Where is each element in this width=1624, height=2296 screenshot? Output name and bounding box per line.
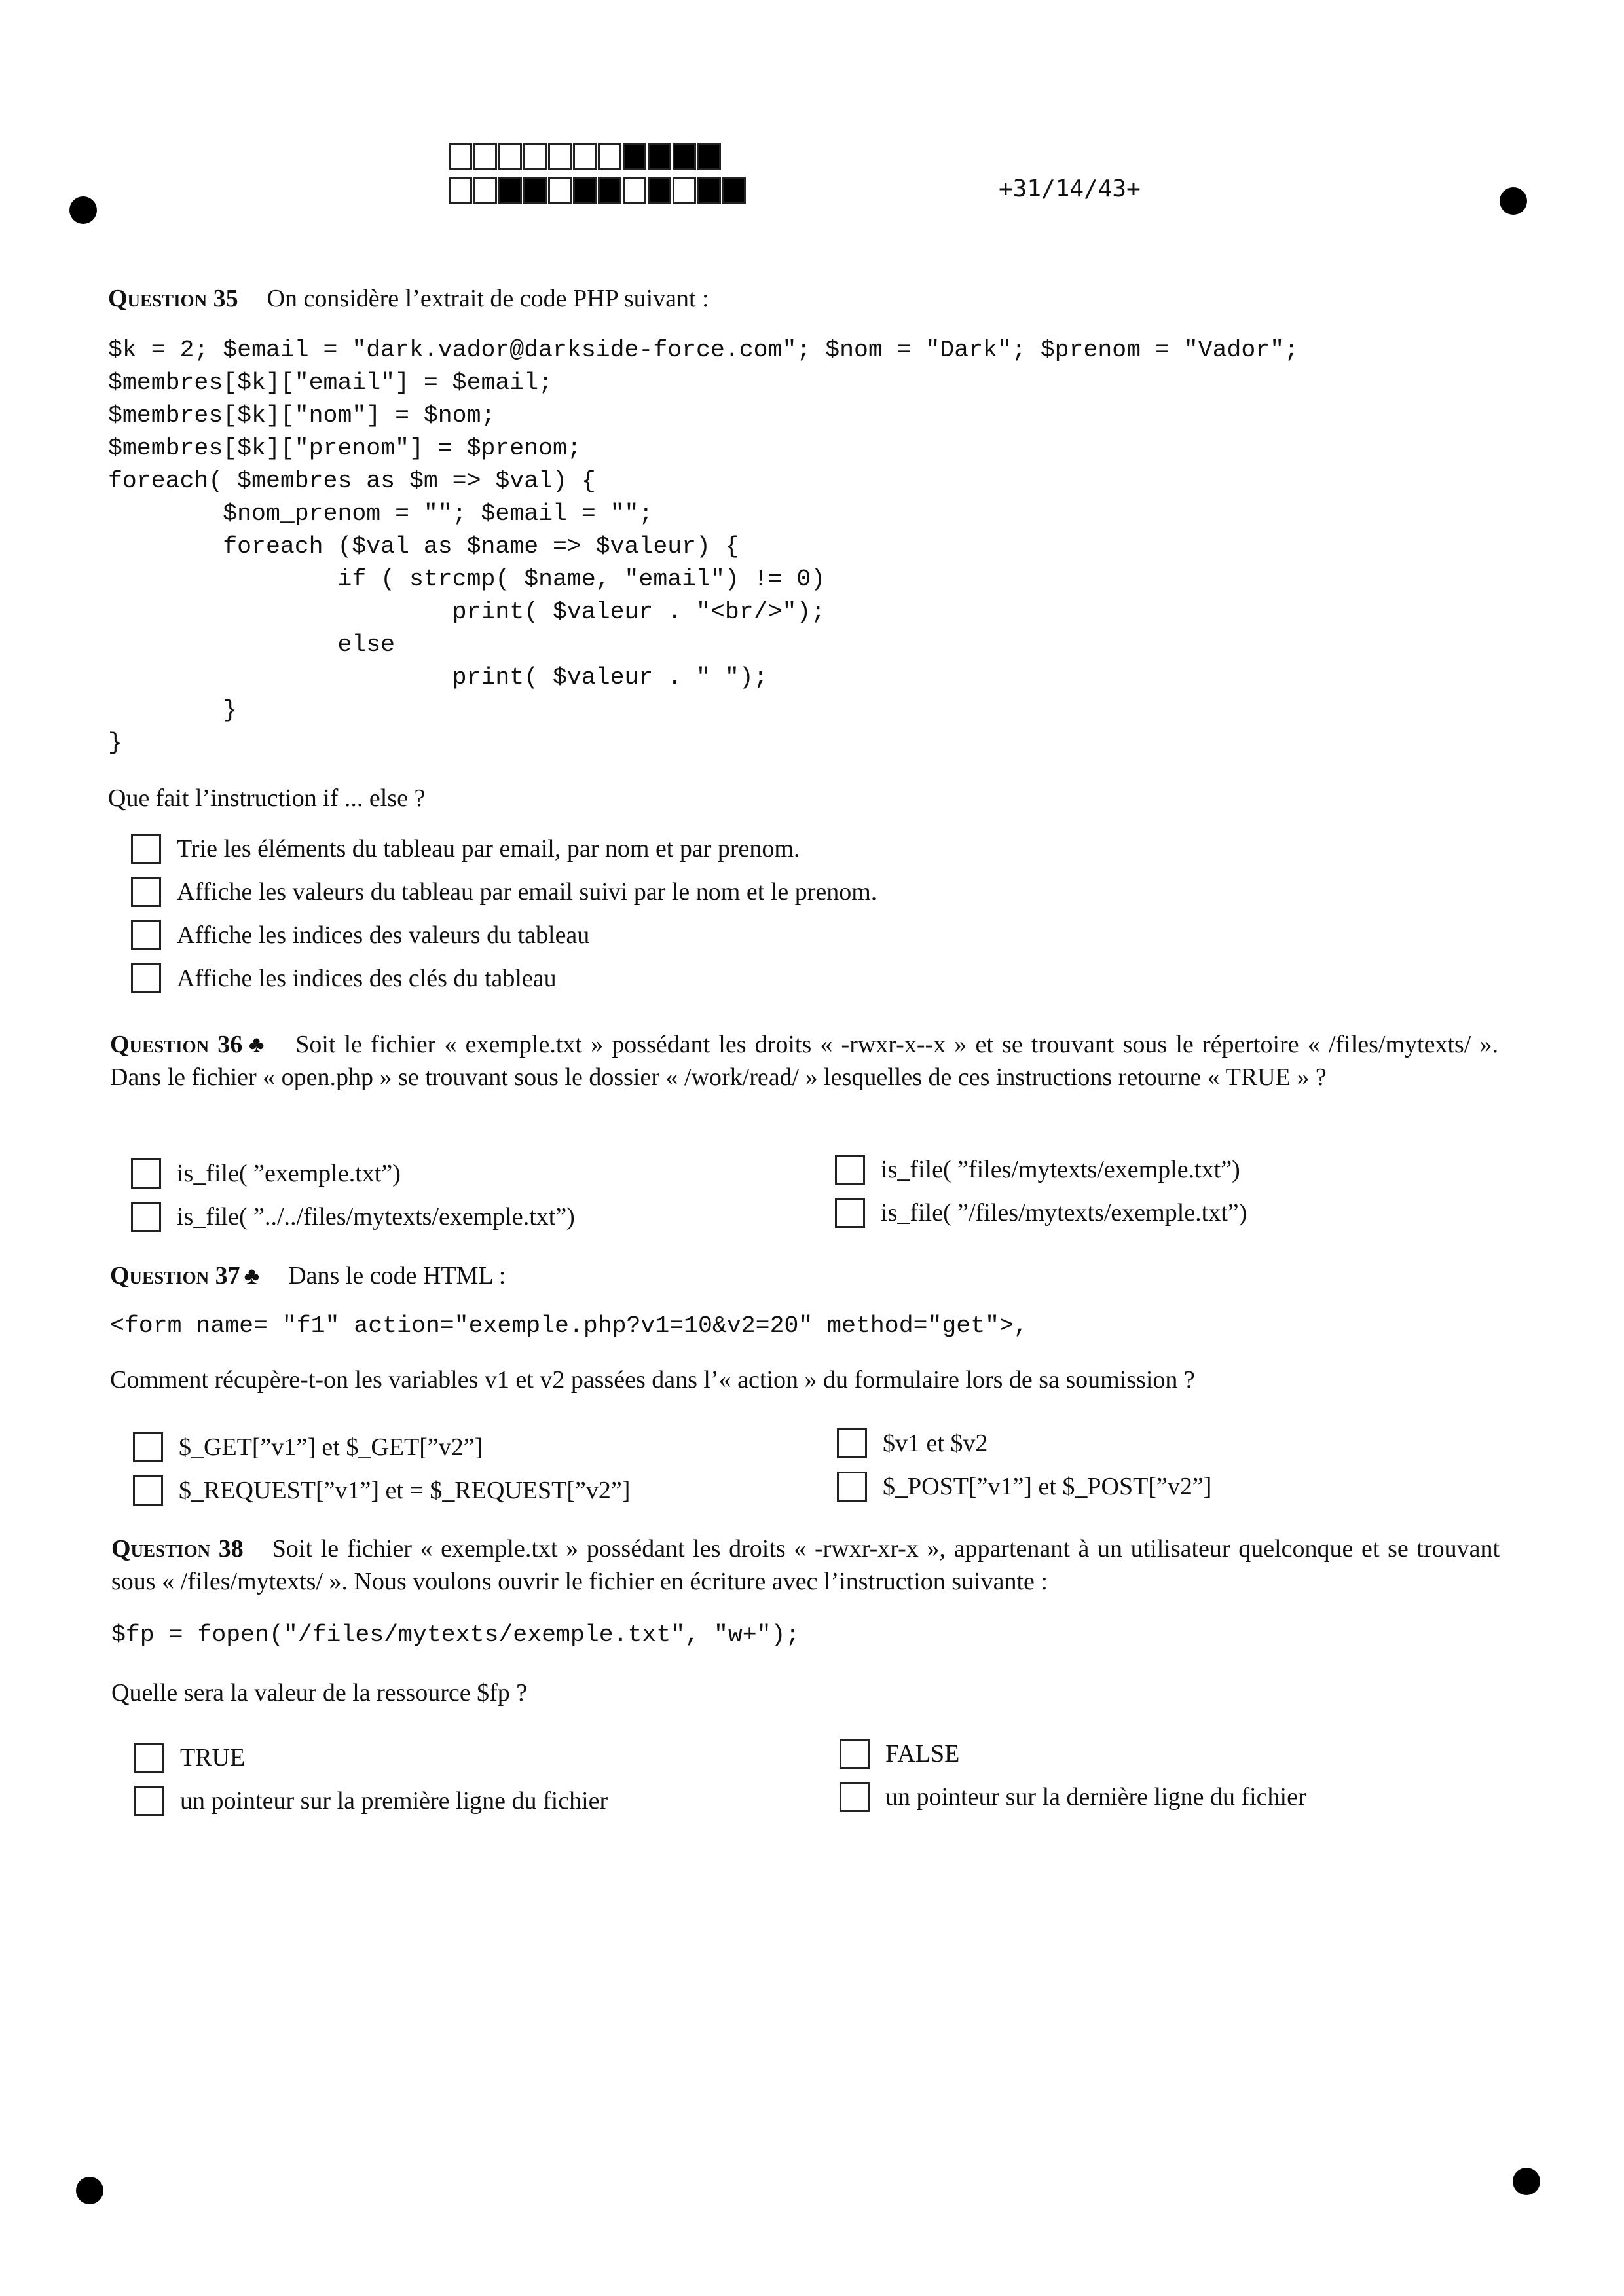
question-36-text [110, 1028, 1498, 1094]
option-label: is_file( ”files/mytexts/exemple.txt”) [881, 1156, 1240, 1183]
question-37-label: Question 37 ♣ [110, 1262, 260, 1289]
option-label: is_file( ”../../files/mytexts/exemple.txt”) [177, 1203, 575, 1231]
question-35-option-3[interactable] [131, 919, 589, 951]
option-label: is_file( ”exemple.txt”) [177, 1160, 401, 1187]
question-36-label: Question 36 ♣ [110, 1031, 267, 1058]
barcode-cell [523, 177, 547, 204]
question-37-prompt: Comment récupère-t-on les variables v1 et v2 passées dans l’« action » du formulaire lors de sa soumission ? [110, 1366, 1195, 1394]
barcode-cell [548, 143, 572, 170]
checkbox[interactable] [134, 1786, 164, 1816]
student-barcode [449, 143, 747, 211]
registration-mark-top-right [1500, 187, 1527, 215]
question-35-option-4[interactable] [131, 963, 557, 994]
checkbox[interactable] [134, 1743, 164, 1773]
barcode-cell [697, 177, 721, 204]
option-label: un pointeur sur la dernière ligne du fichier [885, 1783, 1306, 1811]
checkbox[interactable] [835, 1155, 865, 1185]
question-37-option-3[interactable] [133, 1475, 630, 1506]
checkbox[interactable] [837, 1472, 867, 1502]
option-label: $v1 et $v2 [883, 1430, 988, 1457]
question-35-intro: On considère l’extrait de code PHP suivant : [267, 285, 709, 312]
question-38-prompt: Quelle sera la valeur de la ressource $fp ? [111, 1679, 528, 1707]
question-37-option-2[interactable] [837, 1428, 987, 1459]
checkbox[interactable] [133, 1432, 163, 1462]
question-36-option-4[interactable] [835, 1197, 1247, 1229]
page-code: +31/14/43+ [999, 176, 1141, 202]
barcode-cell [673, 143, 696, 170]
barcode-cell [697, 143, 721, 170]
barcode-cell [598, 177, 621, 204]
question-36-body: Soit le fichier « exemple.txt » possédant les droits « -rwxr-x--x » et se trouvant sous le répertoire « /files/mytexts/ ». Dans le fichier « open.php » se trouvant sous le dossier « /work/read/ » lesquelles de ces instructions retourne « TRUE » ? [110, 1031, 1499, 1091]
option-label: Affiche les indices des valeurs du tableau [177, 921, 590, 949]
barcode-cell [673, 177, 696, 204]
checkbox[interactable] [131, 1202, 161, 1232]
option-label: FALSE [885, 1740, 960, 1768]
barcode-cell [648, 143, 671, 170]
barcode-cell [722, 177, 746, 204]
question-38-code: $fp = fopen("/files/mytexts/exemple.txt", "w+"); [111, 1621, 800, 1648]
barcode-cell [498, 177, 522, 204]
question-37-option-4[interactable] [837, 1471, 1211, 1502]
question-35-option-2[interactable] [131, 876, 877, 908]
option-label: $_GET[”v1”] et $_GET[”v2”] [179, 1434, 483, 1461]
question-36-option-2[interactable] [835, 1154, 1240, 1185]
question-37-option-1[interactable] [133, 1432, 483, 1463]
question-36-option-3[interactable] [131, 1201, 575, 1232]
barcode-cell [598, 143, 621, 170]
question-38-body: Soit le fichier « exemple.txt » possédant les droits « -rwxr-xr-x », appartenant à un utilisateur quelconque et se trouvant sous « /files/mytexts/ ». Nous voulons ouvrir le fichier en écriture avec l’instruction suivante : [111, 1535, 1500, 1595]
option-label: TRUE [180, 1744, 246, 1771]
option-label: $_POST[”v1”] et $_POST[”v2”] [883, 1473, 1212, 1500]
question-38-option-2[interactable] [840, 1738, 959, 1769]
question-38-label: Question 38 [111, 1535, 244, 1563]
registration-mark-bottom-left [76, 2177, 103, 2204]
checkbox[interactable] [131, 963, 161, 993]
checkbox[interactable] [133, 1475, 163, 1506]
question-35-code: $k = 2; $email = "dark.vador@darkside-force.com"; $nom = "Dark"; $prenom = "Vador"; $membres[$k]["email"] = $email; $membres[$k]["nom"] = $nom; $membres[$k]["prenom"] = $prenom; foreach( $membres as $m => $val) { $nom_prenom = ""; $email = ""; foreach ($val as $name => $valeur) { if ( strcmp( $name, "email") != 0) print( $valeur . "<br/>"); else print( $valeur . " "); } } [108, 337, 1299, 756]
club-icon: ♣ [244, 1263, 260, 1289]
option-label: un pointeur sur la première ligne du fichier [180, 1787, 608, 1815]
checkbox[interactable] [835, 1198, 865, 1228]
registration-mark-bottom-right [1513, 2168, 1540, 2195]
option-label: Affiche les valeurs du tableau par email suivi par le nom et le prenom. [177, 878, 877, 906]
barcode-cell [498, 143, 522, 170]
question-36-option-1[interactable] [131, 1158, 401, 1189]
question-35-option-1[interactable] [131, 833, 800, 864]
option-label: Affiche les indices des clés du tableau [177, 965, 557, 992]
question-35-prompt: Que fait l’instruction if ... else ? [108, 785, 426, 812]
question-37-intro: Dans le code HTML : [288, 1262, 506, 1289]
barcode-row [449, 177, 747, 204]
checkbox[interactable] [837, 1428, 867, 1458]
barcode-cell [648, 177, 671, 204]
question-38-option-4[interactable] [840, 1781, 1306, 1813]
barcode-cell [623, 143, 646, 170]
barcode-cell [548, 177, 572, 204]
question-37-header [110, 1260, 506, 1291]
question-35-label: Question 35 [108, 285, 238, 312]
checkbox[interactable] [131, 1158, 161, 1189]
barcode-cell [473, 177, 497, 204]
barcode-cell [623, 177, 646, 204]
option-label: Trie les éléments du tableau par email, par nom et par prenom. [177, 835, 800, 862]
checkbox[interactable] [131, 877, 161, 907]
barcode-cell [523, 143, 547, 170]
barcode-row [449, 143, 747, 170]
club-icon: ♣ [246, 1031, 267, 1058]
barcode-cell [449, 177, 472, 204]
question-38-option-3[interactable] [134, 1785, 608, 1817]
registration-mark-top-left [69, 196, 97, 224]
question-35-header [108, 283, 709, 314]
question-38-option-1[interactable] [134, 1742, 245, 1773]
barcode-cell [449, 143, 472, 170]
checkbox[interactable] [131, 920, 161, 950]
checkbox[interactable] [840, 1782, 870, 1812]
option-label: is_file( ”/files/mytexts/exemple.txt”) [881, 1199, 1247, 1227]
checkbox[interactable] [840, 1739, 870, 1769]
barcode-cell [473, 143, 497, 170]
barcode-cell [573, 143, 597, 170]
question-38-text [111, 1532, 1500, 1598]
option-label: $_REQUEST[”v1”] et = $_REQUEST[”v2”] [179, 1477, 631, 1504]
checkbox[interactable] [131, 834, 161, 864]
barcode-cell [573, 177, 597, 204]
question-37-code: <form name= "f1" action="exemple.php?v1=10&v2=20" method="get">, [110, 1312, 1028, 1339]
